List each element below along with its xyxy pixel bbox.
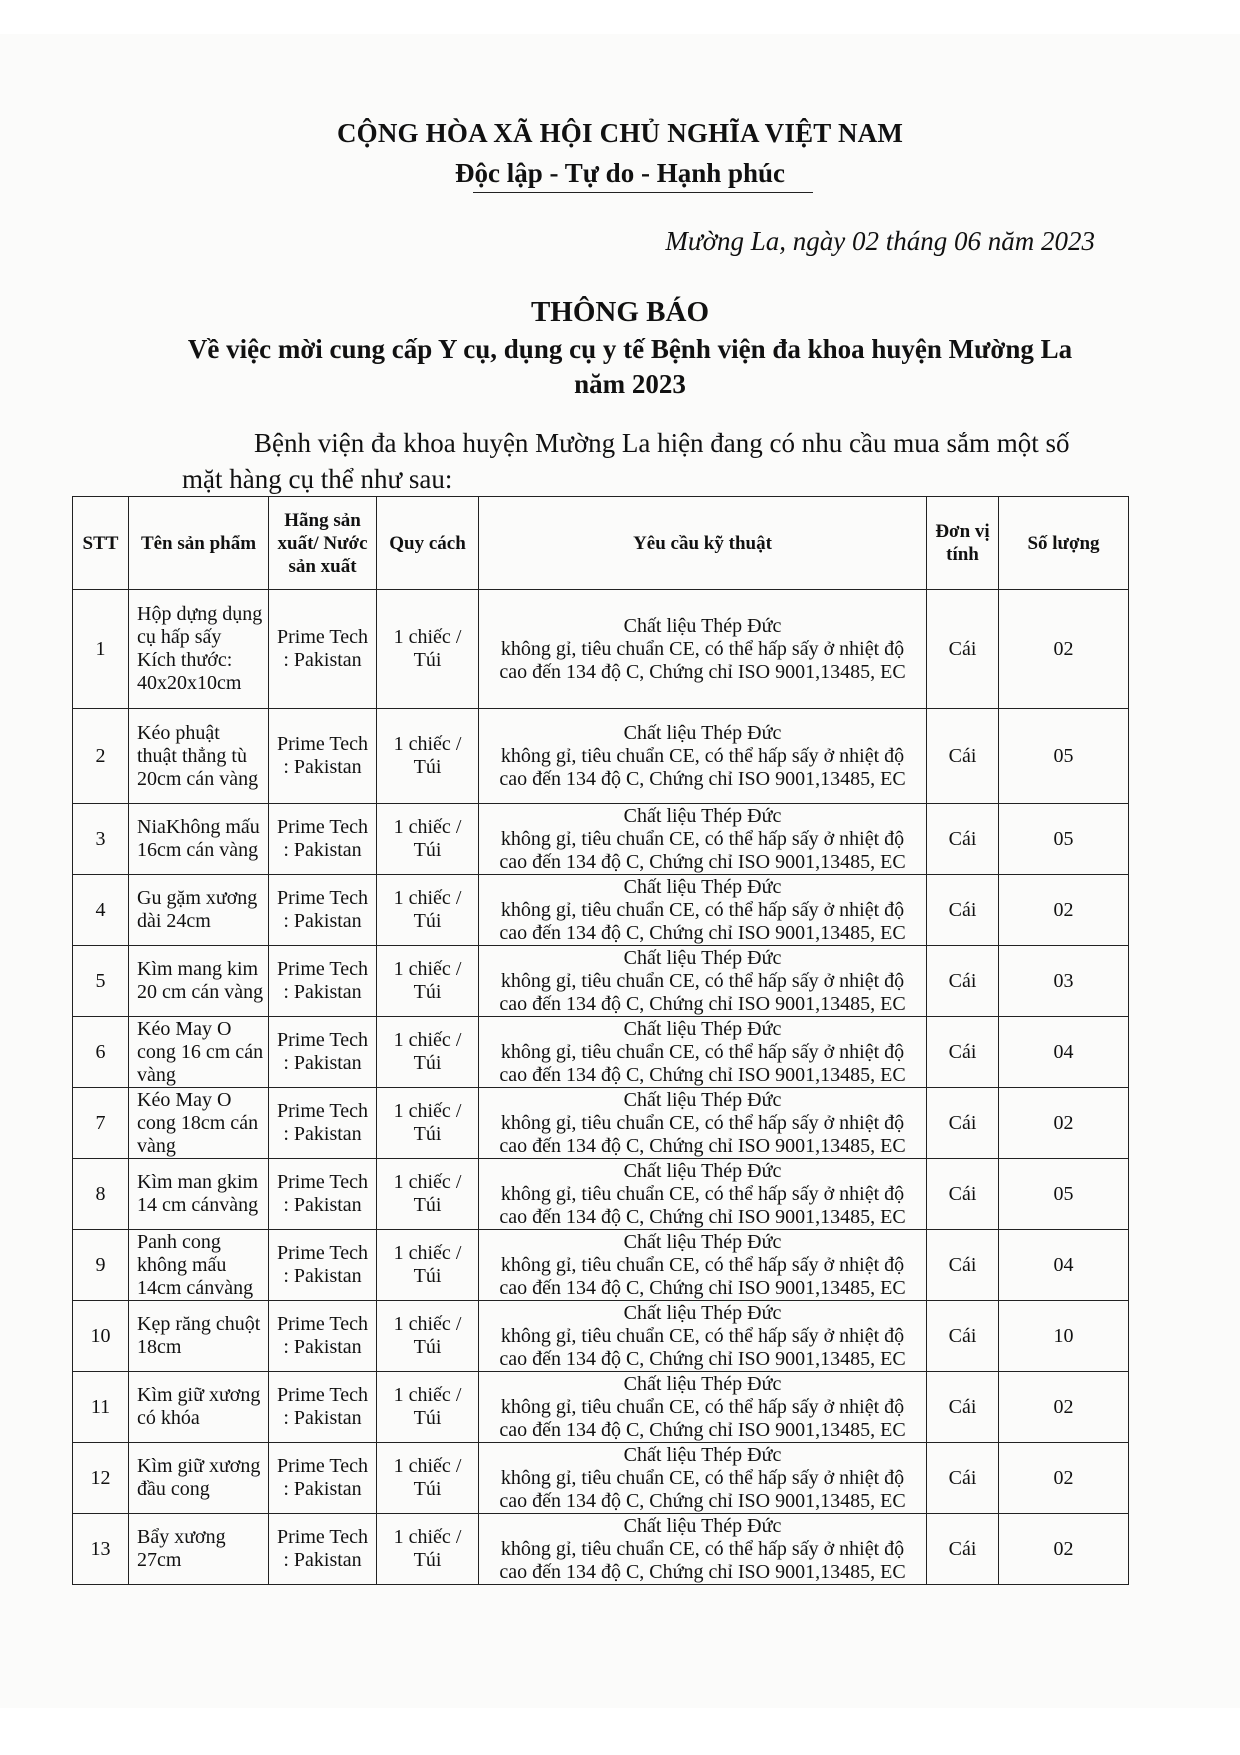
requirement-line-3: cao đến 134 độ C, Chứng chỉ ISO 9001,13485, EC [499,992,906,1015]
national-motto: Độc lập - Tự do - Hạnh phúc [454,158,786,188]
cell-spec: 1 chiếc / Túi [377,1230,479,1301]
requirement-line-3: cao đến 134 độ C, Chứng chỉ ISO 9001,13485, EC [499,1347,906,1370]
cell-requirement [479,1017,927,1088]
header-spec: Quy cách [377,497,479,590]
cell-name: NiaKhông mấu 16cm cán vàng [129,804,269,875]
cell-name: Kéo May O cong 18cm cán vàng [129,1088,269,1159]
cell-name: Kìm mang kim 20 cm cán vàng [129,946,269,1017]
table-row [73,875,1129,946]
cell-name: Panh cong không mấu 14cm cánvàng [129,1230,269,1301]
cell-spec: 1 chiếc / Túi [377,946,479,1017]
cell-unit: Cái [927,1088,999,1159]
cell-stt: 10 [73,1301,129,1372]
cell-maker: Prime Tech : Pakistan [269,709,377,804]
requirement-line-3: cao đến 134 độ C, Chứng chỉ ISO 9001,13485, EC [499,1134,906,1157]
requirement-line-3: cao đến 134 độ C, Chứng chỉ ISO 9001,13485, EC [499,1560,906,1583]
requirement-line-3: cao đến 134 độ C, Chứng chỉ ISO 9001,13485, EC [499,1063,906,1086]
cell-maker: Prime Tech : Pakistan [269,875,377,946]
cell-maker: Prime Tech : Pakistan [269,1443,377,1514]
cell-maker: Prime Tech : Pakistan [269,1017,377,1088]
table-row [73,1088,1129,1159]
cell-name: Hộp dựng dụng cụ hấp sấy Kích thước: 40x20x10cm [129,590,269,709]
cell-name: Bẩy xương 27cm [129,1514,269,1585]
scan-margin-bottom [0,1708,1240,1755]
cell-spec: 1 chiếc / Túi [377,1159,479,1230]
requirement-line-2: không gỉ, tiêu chuẩn CE, có thể hấp sấy ở nhiệt độ [500,637,905,660]
cell-unit: Cái [927,1017,999,1088]
cell-unit: Cái [927,1230,999,1301]
table-row [73,1372,1129,1443]
requirement-line-2: không gỉ, tiêu chuẩn CE, có thể hấp sấy ở nhiệt độ [500,1395,905,1418]
cell-spec: 1 chiếc / Túi [377,590,479,709]
cell-qty: 04 [999,1017,1129,1088]
requirement-line-3: cao đến 134 độ C, Chứng chỉ ISO 9001,13485, EC [499,1418,906,1441]
cell-stt: 5 [73,946,129,1017]
requirement-line-2: không gỉ, tiêu chuẩn CE, có thể hấp sấy ở nhiệt độ [500,1466,905,1489]
requirement-line-1: Chất liệu Thép Đức [623,804,782,827]
table-row [73,946,1129,1017]
national-title: CỘNG HÒA XÃ HỘI CHỦ NGHĨA VIỆT NAM [336,118,904,148]
notice-intro: Bệnh viện đa khoa huyện Mường La hiện đang có nhu cầu mua sắm một số mặt hàng cụ thể như sau: [182,428,1070,494]
cell-requirement [479,1514,927,1585]
cell-stt: 8 [73,1159,129,1230]
requirement-line-2: không gỉ, tiêu chuẩn CE, có thể hấp sấy ở nhiệt độ [500,969,905,992]
cell-qty: 02 [999,1372,1129,1443]
cell-unit: Cái [927,1159,999,1230]
cell-requirement [479,804,927,875]
table-row [73,590,1129,709]
cell-stt: 11 [73,1372,129,1443]
table-row [73,1017,1129,1088]
cell-qty: 02 [999,1088,1129,1159]
cell-requirement [479,1230,927,1301]
requirement-line-1: Chất liệu Thép Đức [623,1514,782,1537]
cell-name: Kìm man gkim 14 cm cánvàng [129,1159,269,1230]
requirement-line-1: Chất liệu Thép Đức [623,721,782,744]
cell-requirement [479,1088,927,1159]
requirement-line-1: Chất liệu Thép Đức [623,1017,782,1040]
requirement-line-1: Chất liệu Thép Đức [623,1230,782,1253]
cell-maker: Prime Tech : Pakistan [269,1230,377,1301]
requirement-line-1: Chất liệu Thép Đức [623,614,782,637]
cell-unit: Cái [927,709,999,804]
cell-maker: Prime Tech : Pakistan [269,1372,377,1443]
cell-maker: Prime Tech : Pakistan [269,1159,377,1230]
cell-name: Gu gặm xương dài 24cm [129,875,269,946]
requirement-line-3: cao đến 134 độ C, Chứng chỉ ISO 9001,13485, EC [499,1276,906,1299]
cell-requirement [479,1443,927,1514]
requirement-line-3: cao đến 134 độ C, Chứng chỉ ISO 9001,13485, EC [499,921,906,944]
requirement-line-2: không gỉ, tiêu chuẩn CE, có thể hấp sấy ở nhiệt độ [500,1111,905,1134]
cell-spec: 1 chiếc / Túi [377,1514,479,1585]
cell-maker: Prime Tech : Pakistan [269,946,377,1017]
table-row [73,804,1129,875]
table-header-row [73,497,1129,590]
cell-qty: 02 [999,875,1129,946]
cell-unit: Cái [927,1301,999,1372]
requirement-line-3: cao đến 134 độ C, Chứng chỉ ISO 9001,13485, EC [499,1489,906,1512]
cell-unit: Cái [927,1514,999,1585]
place-date: Mường La, ngày 02 tháng 06 năm 2023 [665,226,1095,256]
requirement-line-2: không gỉ, tiêu chuẩn CE, có thể hấp sấy ở nhiệt độ [500,827,905,850]
table-row [73,1159,1129,1230]
requirement-line-3: cao đến 134 độ C, Chứng chỉ ISO 9001,13485, EC [499,1205,906,1228]
requirement-line-2: không gỉ, tiêu chuẩn CE, có thể hấp sấy ở nhiệt độ [500,898,905,921]
cell-stt: 1 [73,590,129,709]
cell-qty: 10 [999,1301,1129,1372]
cell-maker: Prime Tech : Pakistan [269,804,377,875]
cell-qty: 04 [999,1230,1129,1301]
cell-requirement [479,709,927,804]
cell-unit: Cái [927,1443,999,1514]
cell-spec: 1 chiếc / Túi [377,1443,479,1514]
cell-stt: 4 [73,875,129,946]
requirement-line-1: Chất liệu Thép Đức [623,1372,782,1395]
cell-maker: Prime Tech : Pakistan [269,1514,377,1585]
cell-spec: 1 chiếc / Túi [377,1088,479,1159]
cell-spec: 1 chiếc / Túi [377,1017,479,1088]
cell-spec: 1 chiếc / Túi [377,709,479,804]
header-maker: Hãng sản xuất/ Nước sản xuất [269,497,377,590]
requirement-line-1: Chất liệu Thép Đức [623,875,782,898]
cell-qty: 05 [999,804,1129,875]
table-row [73,1230,1129,1301]
requirement-line-2: không gỉ, tiêu chuẩn CE, có thể hấp sấy ở nhiệt độ [500,1253,905,1276]
cell-stt: 3 [73,804,129,875]
cell-stt: 6 [73,1017,129,1088]
requirement-line-2: không gỉ, tiêu chuẩn CE, có thể hấp sấy ở nhiệt độ [500,1040,905,1063]
header-stt: STT [73,497,129,590]
notice-title: THÔNG BÁO [530,296,710,328]
table-row [73,1301,1129,1372]
table-row [73,1514,1129,1585]
cell-maker: Prime Tech : Pakistan [269,590,377,709]
requirement-line-1: Chất liệu Thép Đức [623,946,782,969]
notice-subtitle: Về việc mời cung cấp Y cụ, dụng cụ y tế Bệnh viện đa khoa huyện Mường La năm 2023 [187,334,1073,399]
cell-requirement [479,946,927,1017]
table-row [73,1443,1129,1514]
requirement-line-2: không gỉ, tiêu chuẩn CE, có thể hấp sấy ở nhiệt độ [500,1537,905,1560]
table-row [73,709,1129,804]
cell-requirement [479,1372,927,1443]
header-requirement: Yêu cầu kỹ thuật [479,497,927,590]
requirement-line-2: không gỉ, tiêu chuẩn CE, có thể hấp sấy ở nhiệt độ [500,744,905,767]
cell-requirement [479,1159,927,1230]
requirement-line-1: Chất liệu Thép Đức [623,1301,782,1324]
cell-qty: 02 [999,1443,1129,1514]
header-name: Tên sản phẩm [129,497,269,590]
cell-name: Kéo phuật thuật thẳng tù 20cm cán vàng [129,709,269,804]
cell-qty: 03 [999,946,1129,1017]
motto-underline [473,192,813,193]
cell-qty: 05 [999,1159,1129,1230]
cell-qty: 02 [999,1514,1129,1585]
cell-stt: 12 [73,1443,129,1514]
cell-spec: 1 chiếc / Túi [377,804,479,875]
requirement-line-1: Chất liệu Thép Đức [623,1159,782,1182]
cell-unit: Cái [927,804,999,875]
requirement-line-3: cao đến 134 độ C, Chứng chỉ ISO 9001,13485, EC [499,850,906,873]
scan-margin-top [0,0,1240,34]
header-qty: Số lượng [999,497,1129,590]
cell-stt: 2 [73,709,129,804]
cell-spec: 1 chiếc / Túi [377,1301,479,1372]
cell-name: Kéo May O cong 16 cm cán vàng [129,1017,269,1088]
cell-stt: 13 [73,1514,129,1585]
items-table [72,496,1129,1585]
cell-name: Kìm giữ xương có khóa [129,1372,269,1443]
cell-unit: Cái [927,1372,999,1443]
cell-qty: 05 [999,709,1129,804]
cell-qty: 02 [999,590,1129,709]
cell-maker: Prime Tech : Pakistan [269,1088,377,1159]
cell-name: Kìm giữ xương đầu cong [129,1443,269,1514]
header-unit: Đơn vị tính [927,497,999,590]
requirement-line-1: Chất liệu Thép Đức [623,1088,782,1111]
cell-spec: 1 chiếc / Túi [377,875,479,946]
requirement-line-3: cao đến 134 độ C, Chứng chỉ ISO 9001,13485, EC [499,767,906,790]
requirement-line-2: không gỉ, tiêu chuẩn CE, có thể hấp sấy ở nhiệt độ [500,1182,905,1205]
cell-requirement [479,590,927,709]
requirement-line-2: không gỉ, tiêu chuẩn CE, có thể hấp sấy ở nhiệt độ [500,1324,905,1347]
requirement-line-3: cao đến 134 độ C, Chứng chỉ ISO 9001,13485, EC [499,660,906,683]
cell-unit: Cái [927,875,999,946]
cell-stt: 9 [73,1230,129,1301]
cell-requirement [479,875,927,946]
cell-unit: Cái [927,946,999,1017]
cell-unit: Cái [927,590,999,709]
requirement-line-1: Chất liệu Thép Đức [623,1443,782,1466]
cell-spec: 1 chiếc / Túi [377,1372,479,1443]
cell-requirement [479,1301,927,1372]
cell-name: Kẹp răng chuột 18cm [129,1301,269,1372]
cell-stt: 7 [73,1088,129,1159]
cell-maker: Prime Tech : Pakistan [269,1301,377,1372]
